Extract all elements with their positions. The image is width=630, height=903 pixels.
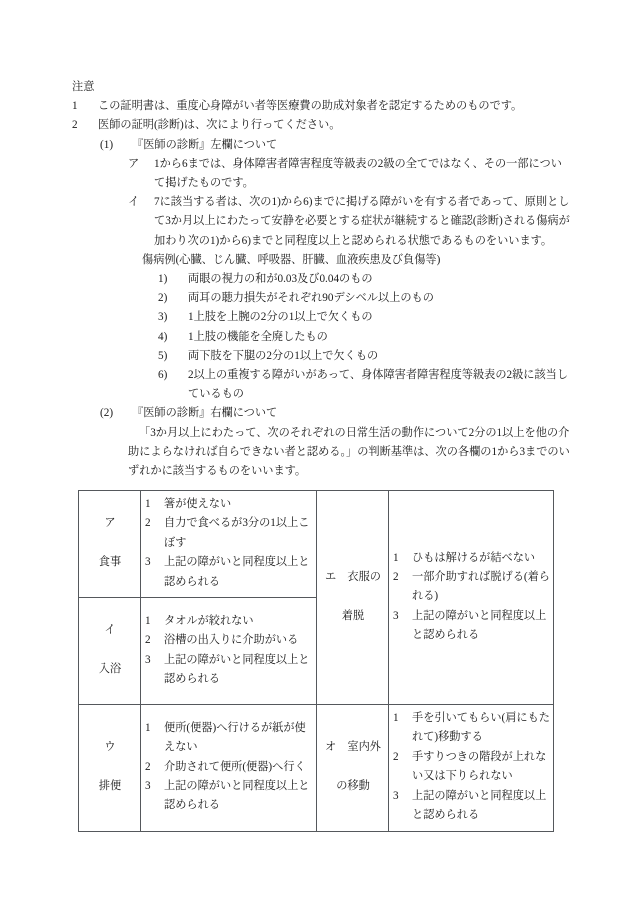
sub-item-6 [158,366,572,404]
note-text: この証明書は、重度心身障がい者等医療費の助成対象者を認定するためのものです。 [98,100,523,113]
criterion-number: 3 [145,779,151,792]
note-marker: 1 [72,100,78,113]
criterion-text: 浴槽の出入りに介助がいる [164,634,299,647]
row-label-marker: イ [104,624,116,637]
sub-item-marker: 4) [158,330,168,343]
row-label-line-2: の移動 [336,779,370,792]
row-label-marker: ウ [104,741,116,754]
sub-item-text: 両耳の聴力損失がそれぞれ90デシベル以上のもの [188,292,434,305]
criterion [145,777,313,816]
row-label-marker: ア [104,517,116,530]
criterion [145,719,313,758]
criterion-number: 2 [393,570,399,583]
table-row [79,705,554,831]
table-row [79,491,554,598]
criterion [393,787,550,826]
sub-item-text: 2以上の重複する障がいがあって、身体障害者障害程度等級表の2級に該当しているもの [188,369,569,401]
criterion-number: 1 [393,551,399,564]
item-marker: ア [128,157,140,170]
section-marker: (2) [100,407,114,420]
sub-item-text: 両眼の視力の和が0.03及び0.04のもの [188,273,373,286]
item-text: 1から6までは、身体障害者障害程度等級表の2級の全てではなく、その一部について掲げたものです。 [154,157,562,190]
section-title: 『医師の診断』右欄について [132,407,278,420]
criteria-table-wrapper [78,490,553,832]
sub-item-text: 1上肢を上腕の2分の1以上で欠くもの [188,311,373,324]
row-label-name: 排便 [98,779,122,792]
criterion-text: 便所(便器)へ行けるが紙が使えない [164,721,306,754]
sub-item-4 [158,328,572,347]
row-label-name: 食事 [98,556,122,569]
criterion-text: 上記の障がいと同程度以上と認められる [412,609,547,642]
criterion-text: 上記の障がいと同程度以上と認められる [412,789,547,822]
criterion-number: 2 [145,634,151,647]
injury-example-line: 傷病例(心臓、じん臓、呼吸器、肝臓、血液疾患及び負傷等) [142,253,441,266]
criterion-number: 3 [145,653,151,666]
sub-item-5 [158,347,572,366]
section-2-paragraph: 「3か月以上にわたって、次のそれぞれの日常生活の動作について2分の1以上を他の介助によらなければ自らできない者と認める。」の判断基準は、次の各欄の1から3までのいずれかに該当するものをいいます。 [128,426,570,478]
criterion-text: 手すりつきの階段が上れない又は下りられない [412,750,547,783]
section-1-item-i [128,193,572,251]
criterion [393,709,550,748]
row-label-shokuji [79,491,141,598]
sub-item-marker: 5) [158,349,168,362]
sub-item-text: 両下肢を下腿の2分の1以上で欠くもの [188,349,379,362]
criteria-table [78,490,554,832]
row-criteria-nyuyoku [141,598,317,705]
note-item-1 [72,97,572,116]
row-criteria-shitsunaigai [389,705,554,831]
section-2-heading [100,404,572,423]
row-criteria-ifuku [389,491,554,705]
note-text: 医師の証明(診断)は、次により行ってください。 [98,119,341,132]
row-label-nyuyoku [79,598,141,705]
item-marker: イ [128,196,140,209]
criterion-text: 手を引いてもらい(肩にもたれて)移動する [412,712,550,744]
criterion-text: ひもは解けるが結べない [412,551,536,564]
criterion-text: 一部介助すれば脱げる(着られる) [412,570,550,603]
criterion-number: 1 [145,498,151,510]
criterion [145,758,313,777]
item-text: 7に該当する者は、次の1)から6)までに掲げる障がいを有する者であって、原則として3か月以上にわたって安静を必要とする症状が継続すると確認(診断)される傷病が加わり次の1)から6)までと同程度以上と認められる状態であるものをいいます。 [154,196,570,247]
criterion [393,568,550,607]
note-marker: 2 [72,119,78,132]
criterion-text: 介助されて便所(便器)へ行く [164,760,306,773]
criterion [145,631,313,650]
sub-item-marker: 2) [158,292,168,305]
criterion-text: 上記の障がいと同程度以上と認められる [164,779,310,812]
criterion [145,495,313,514]
row-label-haiben [79,705,141,831]
page-title: 注意 [72,81,95,93]
row-label-line-2: 着脱 [341,609,365,622]
sub-item-1 [158,270,572,289]
criterion-text: 上記の障がいと同程度以上と認められる [164,653,310,685]
row-label-name: 入浴 [98,663,122,676]
criterion-number: 2 [393,750,399,763]
sub-item-marker: 6) [158,369,168,382]
section-title: 『医師の診断』左欄について [132,138,278,151]
sub-item-3 [158,308,572,327]
criterion-number: 3 [393,609,399,622]
criterion [145,553,313,592]
criterion-number: 1 [145,614,151,627]
criterion [393,607,550,646]
sub-item-marker: 1) [158,273,168,286]
row-label-ifuku [317,491,389,705]
criterion-text: 箸が使えない [164,498,232,510]
row-criteria-shokuji [141,491,317,598]
criterion-number: 3 [393,789,399,802]
document-body [72,78,572,481]
row-label-shitsunaigai [317,705,389,831]
sub-item-2 [158,289,572,308]
criterion-number: 3 [145,556,151,569]
section-1-heading [100,136,572,155]
criterion-number: 2 [145,760,151,773]
row-criteria-haiben [141,705,317,831]
criterion [145,612,313,631]
section-marker: (1) [100,138,114,151]
row-label-line-1: エ 衣服の [325,570,381,583]
criterion-text: 自力で食べるが3分の1以上こぼす [164,517,310,549]
criterion [145,651,313,690]
note-item-2 [72,116,572,135]
criterion [145,514,313,553]
criterion-number: 1 [145,721,151,734]
row-label-line-1: オ 室内外 [325,741,381,754]
section-1-item-a [128,155,572,193]
criterion-number: 1 [393,712,399,725]
sub-item-text: 1上肢の機能を全廃したもの [188,330,328,343]
criterion-number: 2 [145,517,151,530]
sub-item-marker: 3) [158,311,168,324]
criterion [393,549,550,568]
criterion-text: 上記の障がいと同程度以上と認められる [164,556,310,588]
criterion-text: タオルが絞れない [164,614,254,627]
criterion [393,748,550,787]
